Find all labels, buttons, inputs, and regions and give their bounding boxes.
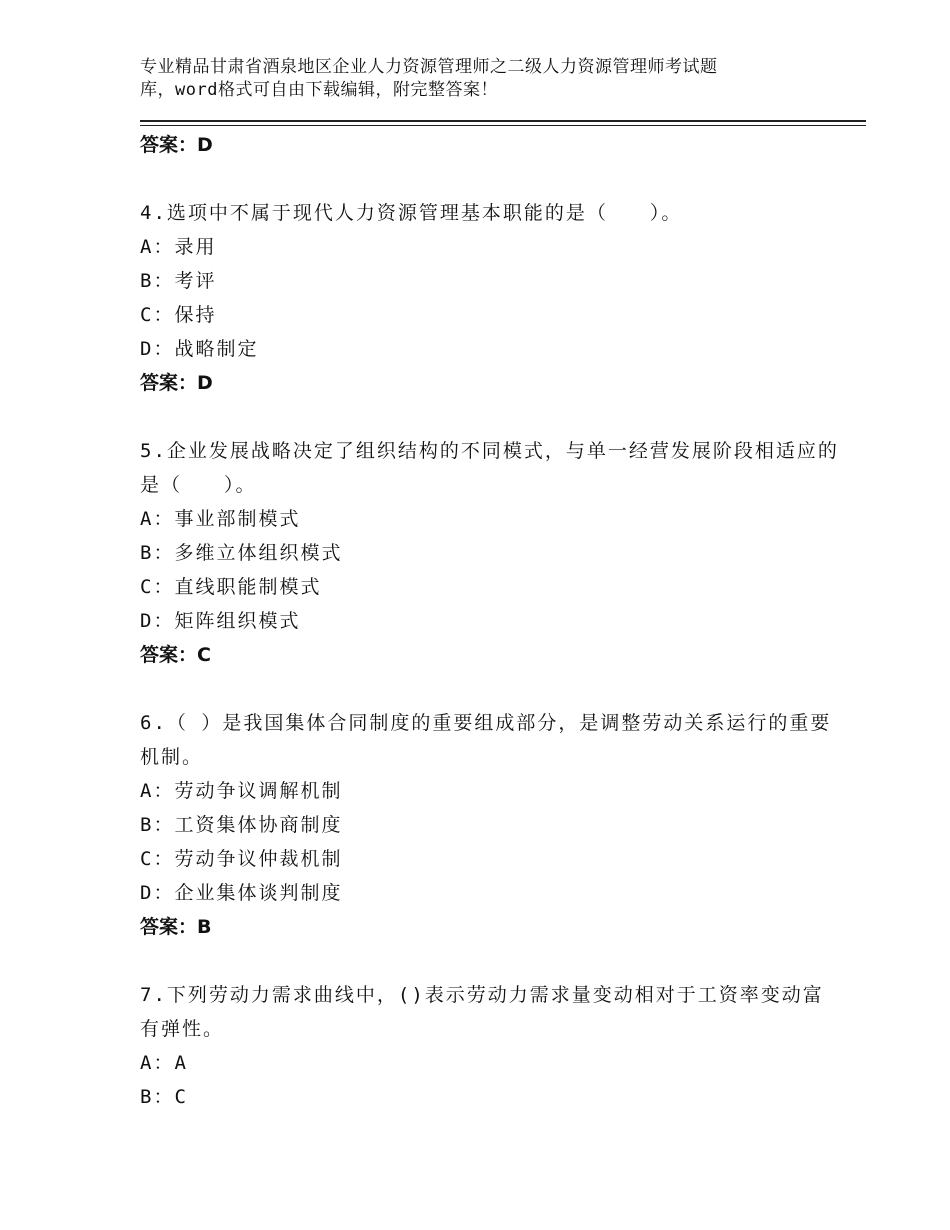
option-a: A：A (140, 1052, 188, 1074)
question-block (140, 196, 840, 400)
answer-line: 答案：D (140, 134, 213, 156)
option-b: B：C (140, 1086, 188, 1108)
option-c: C：劳动争议仲裁机制 (140, 848, 343, 870)
question-block (140, 978, 840, 1114)
answer-line: 答案：C (140, 644, 211, 666)
spacer (140, 944, 840, 978)
option-a: A：劳动争议调解机制 (140, 780, 343, 802)
option-a: A：录用 (140, 236, 217, 258)
header-rule (140, 120, 866, 122)
answer-line: 答案：B (140, 916, 212, 938)
answer-line: 答案：D (140, 372, 213, 394)
question-block (140, 434, 840, 672)
header-line-1: 专业精品甘肃省酒泉地区企业人力资源管理师之二级人力资源管理师考试题 (140, 57, 718, 77)
option-d: D：战略制定 (140, 338, 259, 360)
option-d: D：企业集体谈判制度 (140, 882, 343, 904)
option-c: C：直线职能制模式 (140, 576, 322, 598)
option-b: B：考评 (140, 270, 217, 292)
question-text: 5.企业发展战略决定了组织结构的不同模式，与单一经营发展阶段相适应的是（ ）。 (140, 440, 839, 496)
question-text: 7.下列劳动力需求曲线中，()表示劳动力需求量变动相对于工资率变动富有弹性。 (140, 984, 824, 1040)
header-line-2: 库，word格式可自由下载编辑，附完整答案！ (140, 80, 498, 100)
question-block (140, 706, 840, 944)
option-b: B：多维立体组织模式 (140, 542, 343, 564)
option-a: A：事业部制模式 (140, 508, 301, 530)
option-d: D：矩阵组织模式 (140, 610, 301, 632)
spacer (140, 162, 840, 196)
page-header (140, 56, 830, 102)
question-text: 6.（ ）是我国集体合同制度的重要组成部分，是调整劳动关系运行的重要机制。 (140, 712, 832, 768)
spacer (140, 672, 840, 706)
question-list (140, 128, 840, 1114)
header-rule-thin (140, 125, 866, 126)
option-c: C：保持 (140, 304, 217, 326)
question-text: 4.选项中不属于现代人力资源管理基本职能的是（ ）。 (140, 202, 683, 224)
spacer (140, 400, 840, 434)
option-b: B：工资集体协商制度 (140, 814, 343, 836)
